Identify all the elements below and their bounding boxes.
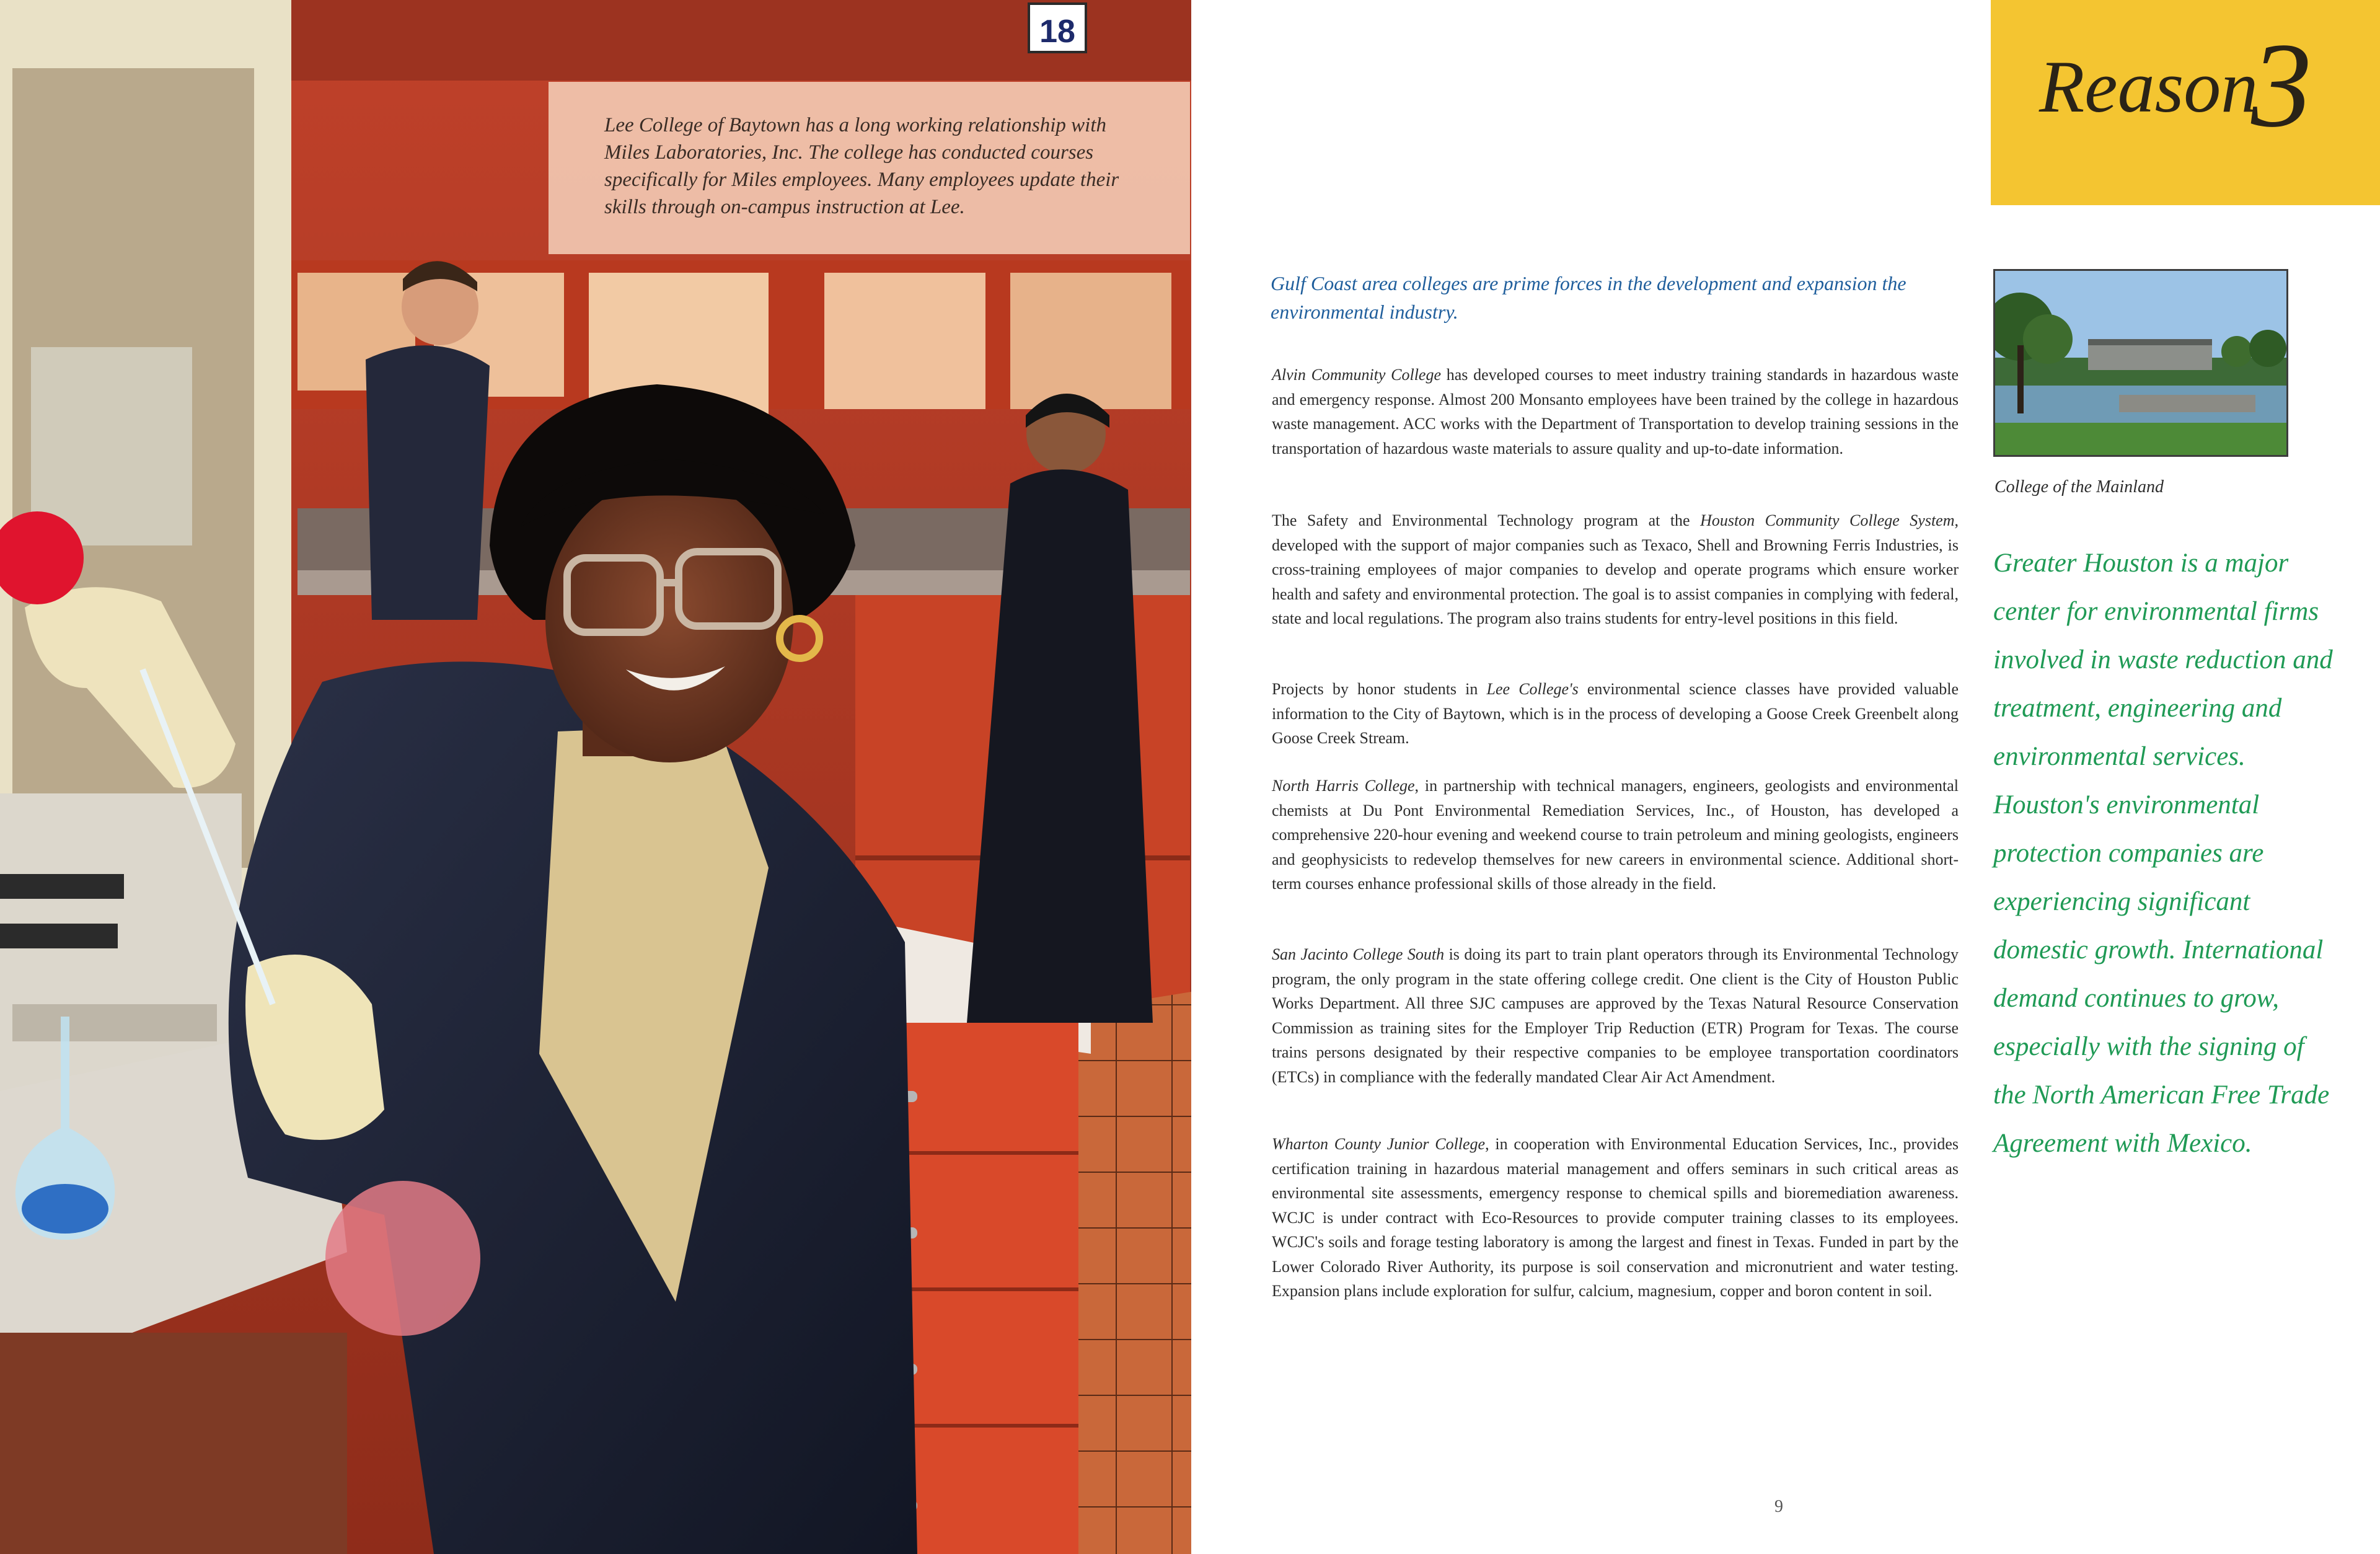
college-name: Alvin Community College	[1272, 366, 1442, 384]
campus-photo-illustration	[1995, 271, 2288, 457]
paragraph-text: has developed courses to meet industry training standards in hazardous waste and emergency response. Almost 200 Monsanto employees have been trained by the college in hazardous waste management. ACC works with the Department of Transportation to develop training sessions in the transportation of hazardous waste materials to assure quality and up-to-date information.	[1272, 366, 1959, 457]
photo-caption-box	[549, 82, 1190, 254]
paragraph-text: , in cooperation with Environmental Education Services, Inc., provides certification training in hazardous material management and offers seminars in such critical areas as environmental site assessments, emergency response to chemical spills and bioremediation awareness. WCJC is under contract with Eco-Resources to provide computer training classes to its employees. WCJC's soils and forage testing laboratory is among the largest and finest in Texas. Funded in part by the Lower Colorado River Authority, its purpose is soil conservation and micronutrient and water testing. Expansion plans include exploration for sulfur, calcium, magnesium, copper and boron content in soil.	[1272, 1135, 1959, 1300]
paragraph-text: environmental science classes have provided valuable information to the City of Baytown, which is in the process of developing a Goose Creek Greenbelt along Goose Creek Stream.	[1272, 680, 1959, 747]
paragraph-lead: The Safety and Environmental Technology program at the	[1272, 511, 1701, 529]
intro-heading: Gulf Coast area colleges are prime forces in the development and expansion the environmental industry.	[1271, 272, 1906, 323]
paragraph-san-jacinto	[1272, 942, 1959, 1089]
photo-caption-text: Lee College of Baytown has a long working relationship with Miles Laboratories, Inc. The college has conducted courses specifically for Miles employees. Many employees update their skills through on-campus instruction at Lee.	[604, 114, 1119, 218]
college-of-the-mainland-photo	[1993, 269, 2288, 457]
paragraph-wharton	[1272, 1132, 1959, 1304]
reason-number: 3	[2251, 18, 2312, 152]
reason-label: Reason	[2039, 45, 2259, 128]
college-name: Lee College's	[1486, 680, 1579, 698]
college-name: Houston Community College System	[1700, 511, 1955, 529]
college-name: North Harris College	[1272, 777, 1415, 795]
sidebar-pull-quote: Greater Houston is a major center for environmental firms involved in waste reduction and treatment, engineering and environmental services. Houston's environmental protection companies are experiencing significant domestic growth. International demand continues to grow, especially with the signing of the North American Free Trade Agreement with Mexico.	[1993, 549, 2333, 1158]
paragraph-alvin	[1272, 363, 1959, 461]
paragraph-lee-college	[1272, 677, 1959, 751]
college-name: San Jacinto College South	[1272, 945, 1445, 963]
page-number: 9	[1774, 1497, 1783, 1516]
paragraph-houston-cc	[1272, 508, 1959, 631]
college-name: Wharton County Junior College	[1272, 1135, 1486, 1153]
photo-caption-mainland: College of the Mainland	[1994, 477, 2164, 497]
paragraph-text: , in partnership with technical managers, engineers, geologists and environmental chemists at Du Pont Environmental Remediation Services, Inc., of Houston, has developed a comprehensive 220-hour evening and weekend course to train petroleum and mining geologists, engineers and geophysicists to redevelop themselves for new careers in environmental science. Additional short-term courses enhance professional skills of those already in the field.	[1272, 777, 1959, 893]
paragraph-lead: Projects by honor students in	[1272, 680, 1487, 698]
room-number-sign: 18	[1039, 14, 1075, 50]
paragraph-north-harris	[1272, 774, 1959, 896]
paragraph-text: , developed with the support of major companies such as Texaco, Shell and Browning Ferris Industries, is cross-training employees of major companies to develop and operate programs which ensure worker health and safety and environmental protection. The goal is to assist companies in complying with federal, state and local regulations. The program also trains students for entry-level positions in this field.	[1272, 511, 1959, 627]
paragraph-text: is doing its part to train plant operators through its Environmental Technology program, the only program in the state offering college credit. One client is the City of Houston Public Works Department. All three SJC campuses are approved by the Texas Natural Resource Conservation Commission as training sites for the Employer Trip Reduction (ETR) Program for Texas. The course trains persons designated by their respective companies to be employee transportation coordinators (ETCs) in compliance with the federally mandated Clear Air Act Amendment.	[1272, 945, 1959, 1086]
